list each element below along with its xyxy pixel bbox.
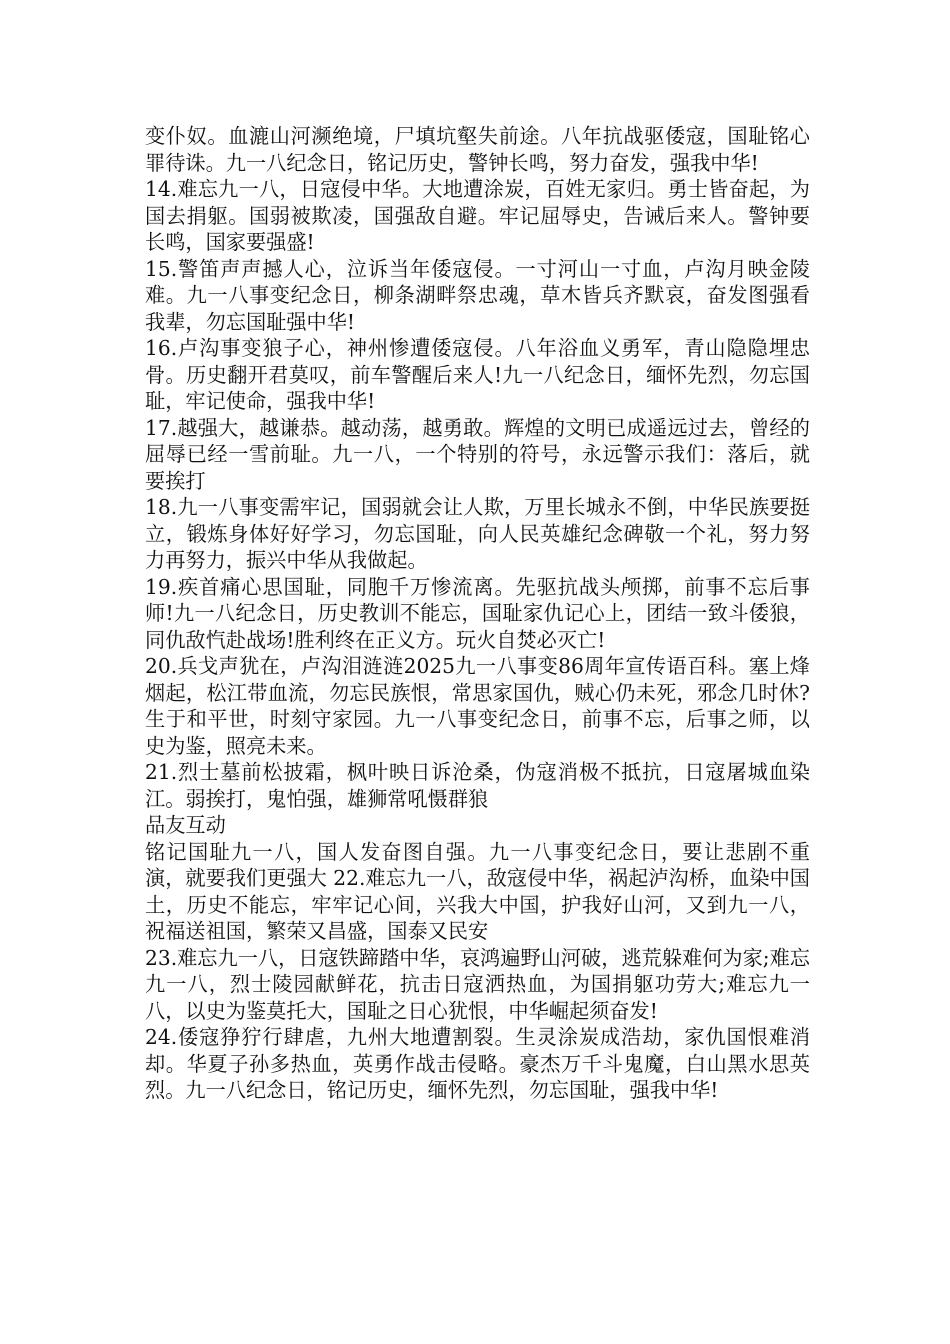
paragraph-item-21: 21.烈士墓前松披霜，枫叶映日诉沧桑，伪寇消极不抵抗，日寇屠城血染江。弱挨打，鬼怕强，雄狮常吼慑群狼 — [145, 760, 810, 811]
paragraph-item-16: 16.卢沟事变狼子心，神州惨遭倭寇侵。八年浴血义勇军，青山隐隐埋忠骨。历史翻开君莫叹，前车警醒后来人!九一八纪念日，缅怀先烈，勿忘国耻，牢记使命，强我中华! — [145, 336, 810, 413]
paragraph-item-15: 15.警笛声声撼人心，泣诉当年倭寇侵。一寸河山一寸血，卢沟月映金陵难。九一八事变纪念日，柳条湖畔祭忠魂，草木皆兵齐默哀，奋发图强看我辈，勿忘国耻强中华! — [145, 256, 810, 334]
document-body — [145, 123, 810, 1104]
paragraph-item-23: 23.难忘九一八，日寇铁蹄踏中华，哀鸿遍野山河破，逃荒躲难何为家;难忘九一八，烈士陵园献鲜花，抗击日寇洒热血，为国捐躯功劳大;难忘九一八，以史为鉴莫托大，国耻之日心犹恨，中华崛起须奋发! — [145, 945, 810, 1023]
paragraph-item-24: 24.倭寇狰狞行肆虐，九州大地遭割裂。生灵涂炭成浩劫，家仇国恨难消却。华夏子孙多热血，英勇作战击侵略。豪杰万千斗鬼魔，白山黑水思英烈。九一八纪念日，铭记历史，缅怀先烈，勿忘国耻，强我中华! — [145, 1025, 810, 1102]
paragraph-item-20: 20.兵戈声犹在，卢沟泪涟涟2025九一八事变86周年宣传语百科。塞上烽烟起，松江带血流，勿忘民族恨，常思家国仇，贼心仍未死，邪念几时休?生于和平世，时刻守家园。九一八事变纪念日，前事不忘，后事之师，以史为鉴，照亮未来。 — [145, 654, 810, 758]
paragraph-item-17: 17.越强大，越谦恭。越动荡，越勇敢。辉煌的文明已成遥远过去，曾经的屈辱已经一雪前耻。九一八，一个特别的符号，永远警示我们：落后，就要挨打 — [145, 415, 810, 493]
paragraph-item-22: 铭记国耻九一八，国人发奋图自强。九一八事变纪念日，要让悲剧不重演，就要我们更强大 22.难忘九一八，敌寇侵中华，祸起泸沟桥，血染中国土，历史不能忘，牢牢记心间，兴我大中国，护我好山河，又到九一八，祝福送祖国，繁荣又昌盛，国泰又民安 — [145, 839, 810, 943]
paragraph-continuation: 变仆奴。血漉山河濒绝境，尸填坑壑失前途。八年抗战驱倭寇，国耻铭心罪待诛。九一八纪念日，铭记历史，警钟长鸣，努力奋发，强我中华! — [145, 124, 810, 175]
section-label: 品友互动 — [145, 813, 226, 837]
paragraph-item-19: 19.疾首痛心思国耻，同胞千万惨流离。先驱抗战头颅掷，前事不忘后事师!九一八纪念日，历史教训不能忘，国耻家仇记心上，团结一致斗倭狼，同仇敌忾赴战场!胜利终在正义方。玩火自焚必灭亡! — [145, 574, 810, 652]
paragraph-item-18: 18.九一八事变需牢记，国弱就会让人欺，万里长城永不倒，中华民族要挺立，锻炼身体好好学习，勿忘国耻，向人民英雄纪念碑敬一个礼，努力努力再努力，振兴中华从我做起。 — [145, 495, 810, 572]
paragraph-item-14: 14.难忘九一八，日寇侵中华。大地遭涂炭，百姓无家归。勇士皆奋起，为国去捐躯。国弱被欺凌，国强敌自避。牢记屈辱史，告诫后来人。警钟要长鸣，国家要强盛! — [145, 177, 810, 254]
